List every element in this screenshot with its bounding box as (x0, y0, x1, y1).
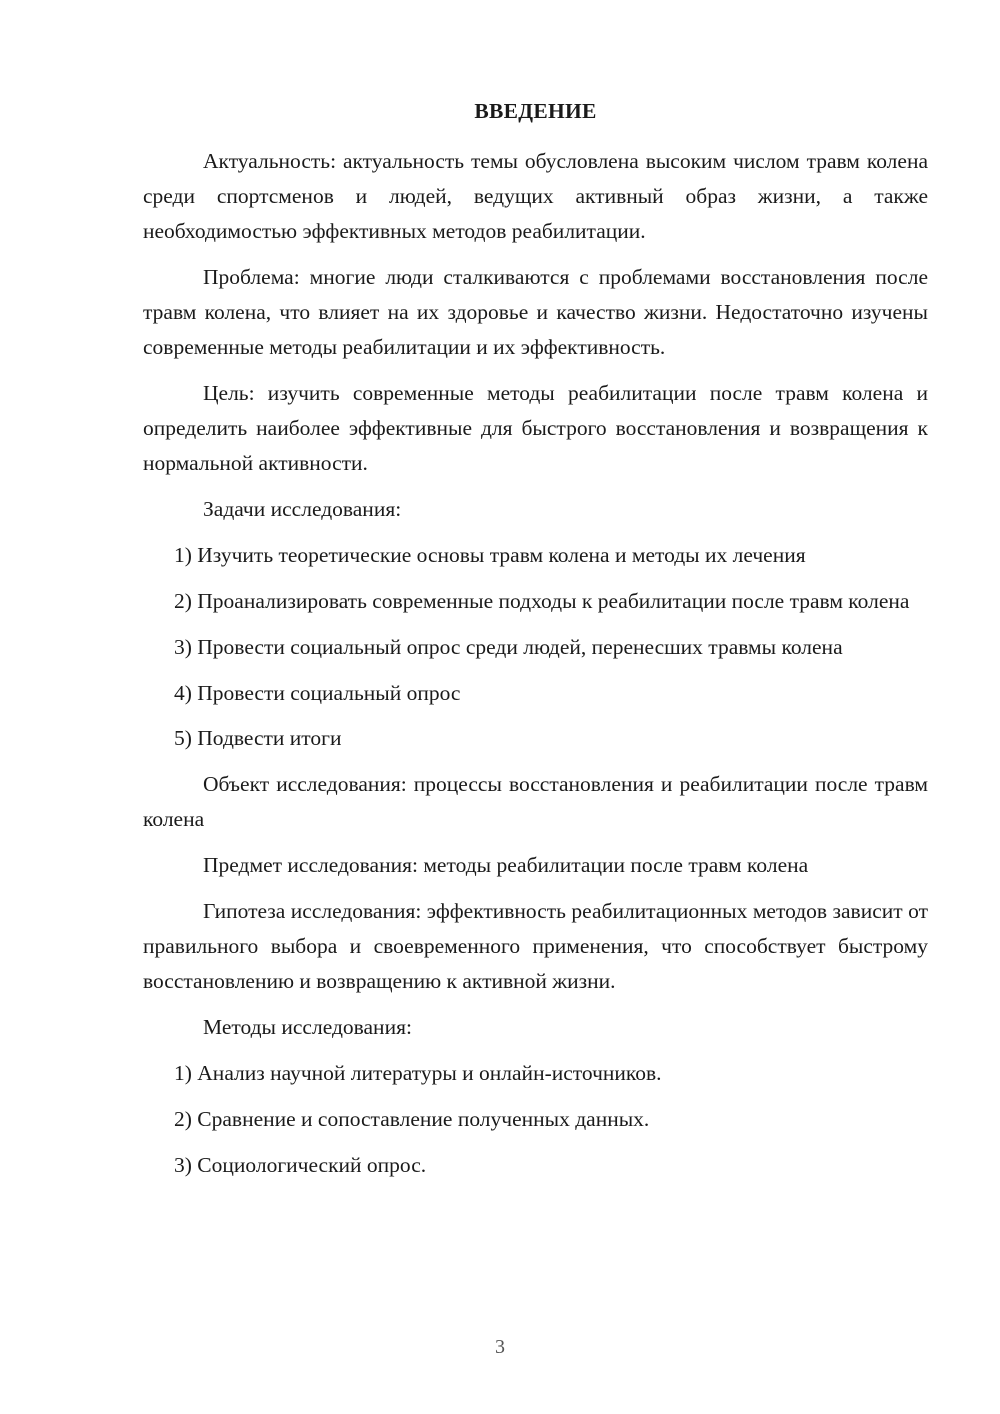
methods-heading: Методы исследования: (203, 1015, 412, 1039)
task-item-1: 1) Изучить теоретические основы травм колена и методы их лечения (174, 543, 806, 567)
method-item-2: 2) Сравнение и сопоставление полученных данных. (174, 1107, 650, 1131)
document-page (143, 96, 928, 1183)
paragraph-goal: Цель: изучить современные методы реабилитации после травм колена и определить наиболее эффективные для быстрого восстановления и возвращения к нормальной активности. (143, 381, 928, 475)
method-item-1: 1) Анализ научной литературы и онлайн-источников. (174, 1061, 662, 1085)
page-number: 3 (495, 1336, 505, 1358)
paragraph-hypothesis: Гипотеза исследования: эффективность реабилитационных методов зависит от правильного выбора и своевременного применения, что способствует быстрому восстановлению и возвращению к активной жизни. (143, 899, 928, 993)
paragraph-subject: Предмет исследования: методы реабилитации после травм колена (203, 853, 809, 877)
tasks-heading: Задачи исследования: (203, 497, 402, 521)
task-item-2: 2) Проанализировать современные подходы к реабилитации после травм колена (174, 589, 910, 613)
task-item-3: 3) Провести социальный опрос среди людей, перенесших травмы колена (174, 635, 843, 659)
section-title: ВВЕДЕНИЕ (474, 99, 597, 123)
paragraph-object: Объект исследования: процессы восстановления и реабилитации после травм колена (143, 772, 928, 831)
paragraph-relevance: Актуальность: актуальность темы обусловлена высоким числом травм колена среди спортсменов и людей, ведущих активный образ жизни, а также необходимостью эффективных методов реабилитации. (143, 149, 928, 243)
method-item-3: 3) Социологический опрос. (174, 1153, 427, 1177)
task-item-4: 4) Провести социальный опрос (174, 681, 461, 705)
task-item-5: 5) Подвести итоги (174, 726, 342, 750)
paragraph-problem: Проблема: многие люди сталкиваются с проблемами восстановления после травм колена, что влияет на их здоровье и качество жизни. Недостаточно изучены современные методы реабилитации и их эффективность. (143, 265, 928, 359)
